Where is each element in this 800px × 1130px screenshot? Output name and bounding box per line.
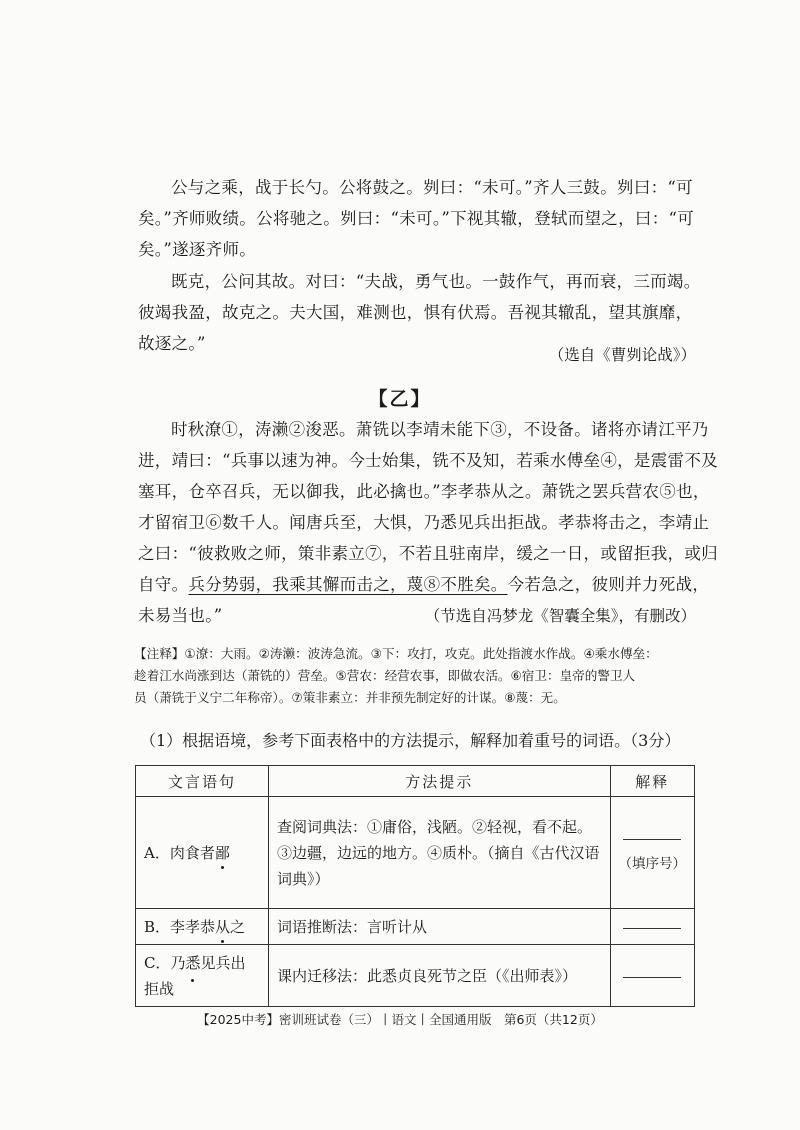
- text-segment: 今若急之，彼则并力死战，: [507, 575, 710, 594]
- text-line: 矣。”遂逐齐师。: [138, 240, 257, 259]
- text-line: [138, 569, 710, 600]
- annotations: [134, 643, 714, 709]
- table-header-row: [136, 766, 695, 797]
- hint-cell: 查阅词典法：①庸俗，浅陋。②轻视，看不起。③边疆，边远的地方。④质朴。（摘自《古代汉语词典》）: [269, 797, 611, 909]
- note-line: 趁着江水尚涨到达（萧铣的）营垒。⑤营农：经营农事，即做农活。⑥宿卫：皇帝的警卫人: [134, 668, 636, 683]
- sentence-text: A．肉食者: [144, 844, 215, 862]
- table-row: [136, 909, 695, 945]
- sentence-text: 之: [230, 918, 246, 936]
- answer-cell[interactable]: [610, 945, 695, 1007]
- answer-cell[interactable]: [610, 797, 695, 909]
- answer-blank[interactable]: [623, 927, 681, 929]
- passage-yi-source: （节选自冯梦龙《智囊全集》，有删改）: [424, 607, 696, 625]
- hint-cell: 词语推断法：言听计从: [269, 909, 611, 945]
- page-footer: 【2025中考】密训班试卷（三）丨语文丨全国通用版 第6页（共12页）: [197, 1012, 603, 1027]
- question-1: （1）根据语境，参考下面表格中的方法提示，解释加着重号的词语。（3分）: [140, 731, 681, 750]
- text-line: 之曰：“彼救败之师，策非素立⑦，不若且驻南岸，缓之一日，或留拒我，或归: [138, 544, 718, 563]
- text-line: 故逐之。”: [138, 334, 206, 353]
- column-header: 文言语句: [136, 766, 269, 797]
- text-line: 公与之乘，战于长勺。公将鼓之。刿曰：“未可。”齐人三鼓。刿曰：“可: [171, 178, 693, 197]
- note-line: 【注释】①潦：大雨。②涛濑：波涛急流。③下：攻打，攻克。此处指渡水作战。④乘水傅垒：: [134, 646, 658, 661]
- sentence-cell: [136, 909, 269, 945]
- underlined-sentence: 兵分势弱，我乘其懈而击之，蔑⑧不胜矣。: [188, 575, 508, 594]
- sentence-text: C．乃: [144, 953, 186, 972]
- answer-blank[interactable]: [623, 976, 681, 978]
- note-line: 员（萧铣于义宁二年称帝）。⑦策非素立：并非预先制定好的计谋。⑧蔑：无。: [134, 690, 566, 705]
- hint-cell: 课内迁移法：此悉贞良死节之臣（《出师表》）: [269, 945, 611, 1007]
- column-header: 解释: [610, 766, 695, 797]
- sentence-cell: [136, 797, 269, 909]
- sentence-text: 见兵出拒战: [144, 953, 246, 998]
- text-line: 既克，公问其故。对曰：“夫战，勇气也。一鼓作气，再而衰，三而竭。: [171, 272, 701, 291]
- passage-jia-paragraph-1: [138, 172, 700, 265]
- emphasized-word: 从: [215, 918, 231, 936]
- text-line: 时秋潦①，涛濑②浚恶。萧铣以李靖未能下③，不设备。诸将亦请江平乃: [171, 420, 709, 439]
- table-row: [136, 945, 695, 1007]
- method-table: [135, 765, 695, 1007]
- text-line: 才留宿卫⑥数千人。闻唐兵至，大惧，乃悉见兵出拒战。孝恭将击之，李靖止: [138, 513, 710, 532]
- text-line: 彼竭我盈，故克之。夫大国，难测也，惧有伏焉。吾视其辙乱，望其旗靡，: [138, 303, 693, 322]
- answer-hint: （填序号）: [618, 855, 686, 872]
- answer-blank[interactable]: [623, 838, 681, 840]
- text-segment: 自守。: [138, 575, 189, 594]
- sentence-text: B．李孝恭: [144, 918, 216, 936]
- column-header: 方法提示: [269, 766, 611, 797]
- table-row: [136, 797, 695, 909]
- passage-jia-source: （选自《曹刿论战》）: [548, 346, 696, 364]
- emphasized-word: 鄙: [214, 844, 230, 862]
- text-line: 未易当也。”: [138, 606, 223, 625]
- emphasized-word: 悉: [185, 950, 200, 976]
- passage-yi-body: [138, 414, 718, 631]
- passage-yi-heading: 【乙】: [368, 388, 432, 410]
- text-line: 塞耳，仓卒召兵，无以御我，此必擒也。”李孝恭从之。萧铣之罢兵营农⑤也，: [138, 482, 710, 501]
- text-line: 矣。”齐师败绩。公将驰之。刿曰：“未可。”下视其辙，登轼而望之，曰：“可: [138, 209, 695, 228]
- sentence-cell: [136, 945, 269, 1007]
- text-line: 进，靖曰：“兵事以速为神。今士始集，铣不及知，若乘水傅垒④，是震雷不及: [138, 451, 718, 470]
- answer-cell[interactable]: [610, 909, 695, 945]
